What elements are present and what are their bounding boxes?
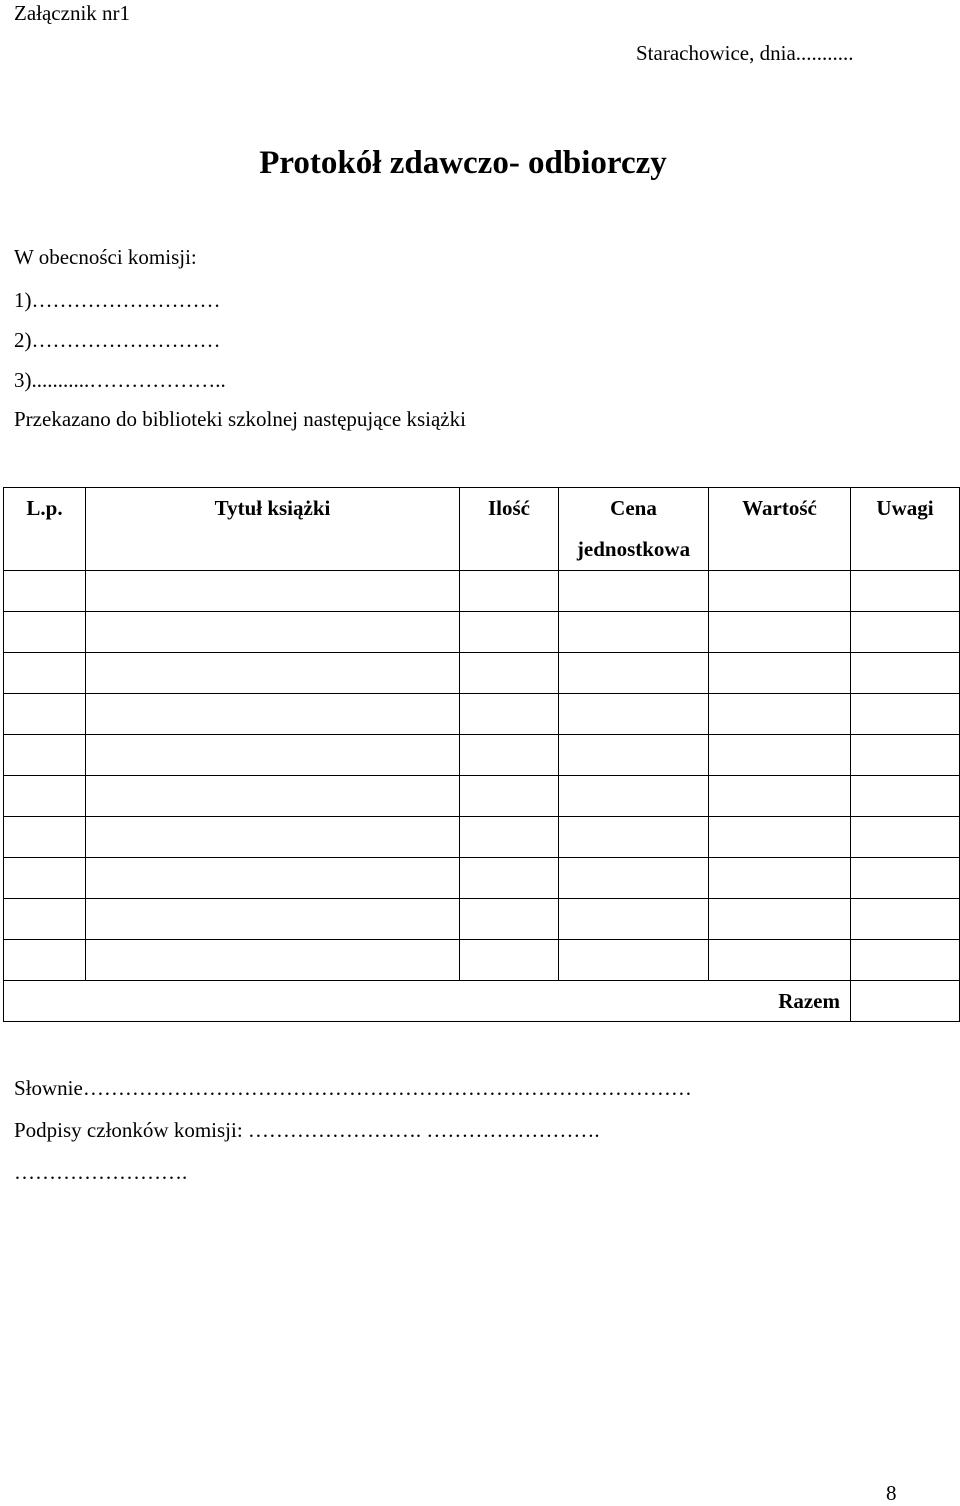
table-cell[interactable] [709,817,851,858]
table-cell[interactable] [559,899,709,940]
table-cell[interactable] [851,940,960,981]
table-cell[interactable] [709,571,851,612]
table-cell[interactable] [460,817,559,858]
total-row [4,981,960,1022]
table-cell[interactable] [4,735,86,776]
table-cell[interactable] [86,858,460,899]
col-header-lp: L.p. [4,488,86,571]
page-number: 8 [886,1481,897,1505]
table-cell[interactable] [86,571,460,612]
table-row [4,776,960,817]
col-header-value: Wartość [709,488,851,571]
table-cell[interactable] [851,571,960,612]
col-header-notes: Uwagi [851,488,960,571]
table-cell[interactable] [709,694,851,735]
table-cell[interactable] [709,940,851,981]
table-cell[interactable] [559,571,709,612]
table-cell[interactable] [559,940,709,981]
commission-member-3: 3)...........……………….. [14,368,226,392]
table-cell[interactable] [4,612,86,653]
in-words-line: Słownie…………………………………………………………………………… [14,1076,692,1100]
table-cell[interactable] [86,612,460,653]
table-cell[interactable] [86,653,460,694]
table-cell[interactable] [86,694,460,735]
table-cell[interactable] [709,735,851,776]
unit-price-line2: jednostkowa [576,537,691,561]
total-label: Razem [4,981,851,1022]
table-cell[interactable] [851,612,960,653]
table-cell[interactable] [559,653,709,694]
table-row [4,653,960,694]
table-cell[interactable] [559,858,709,899]
signature-line-3: ……………………. [14,1160,188,1184]
table-cell[interactable] [709,899,851,940]
table-cell[interactable] [460,940,559,981]
table-cell[interactable] [86,940,460,981]
signatures-line: Podpisy członków komisji: ……………………. ……………………. [14,1118,600,1142]
table-cell[interactable] [709,776,851,817]
table-cell[interactable] [460,571,559,612]
table-cell[interactable] [559,694,709,735]
table-cell[interactable] [4,817,86,858]
table-cell[interactable] [709,858,851,899]
table-cell[interactable] [460,858,559,899]
page-title: Protokół zdawczo- odbiorczy [259,145,667,181]
total-value-cell[interactable] [851,981,960,1022]
table-cell[interactable] [4,571,86,612]
table-cell[interactable] [86,817,460,858]
table-row [4,817,960,858]
table-cell[interactable] [851,735,960,776]
table-row [4,899,960,940]
table-body [4,571,960,1022]
table-cell[interactable] [709,653,851,694]
table-cell[interactable] [4,653,86,694]
commission-member-2: 2)……………………… [14,328,221,352]
table-row [4,694,960,735]
table-cell[interactable] [460,776,559,817]
table-cell[interactable] [460,612,559,653]
table-cell[interactable] [460,735,559,776]
table-cell[interactable] [4,899,86,940]
table-cell[interactable] [559,817,709,858]
table-cell[interactable] [559,776,709,817]
unit-price-line1: Cena [610,496,657,520]
place-date: Starachowice, dnia........... [636,41,854,65]
table-header-row [4,488,960,571]
table-cell[interactable] [851,817,960,858]
commission-member-1: 1)……………………… [14,288,221,312]
transfer-text: Przekazano do biblioteki szkolnej następujące książki [14,407,466,431]
col-header-unit-price [559,488,709,571]
table-cell[interactable] [851,858,960,899]
table-cell[interactable] [851,653,960,694]
table-cell[interactable] [851,899,960,940]
table-row [4,940,960,981]
table-cell[interactable] [460,899,559,940]
table-cell[interactable] [4,694,86,735]
table-cell[interactable] [460,694,559,735]
table-cell[interactable] [86,776,460,817]
table-cell[interactable] [709,612,851,653]
table-row [4,735,960,776]
table-row [4,612,960,653]
attachment-label: Załącznik nr1 [14,1,131,25]
commission-intro: W obecności komisji: [14,245,197,269]
table-cell[interactable] [4,940,86,981]
books-table [3,487,960,1022]
table-row [4,571,960,612]
table-cell[interactable] [851,694,960,735]
table-row [4,858,960,899]
table-cell[interactable] [559,735,709,776]
table-cell[interactable] [559,612,709,653]
table-cell[interactable] [460,653,559,694]
table-cell[interactable] [86,899,460,940]
table-cell[interactable] [4,776,86,817]
table-cell[interactable] [851,776,960,817]
table-cell[interactable] [4,858,86,899]
col-header-title: Tytuł książki [86,488,460,571]
col-header-qty: Ilość [460,488,559,571]
table-cell[interactable] [86,735,460,776]
